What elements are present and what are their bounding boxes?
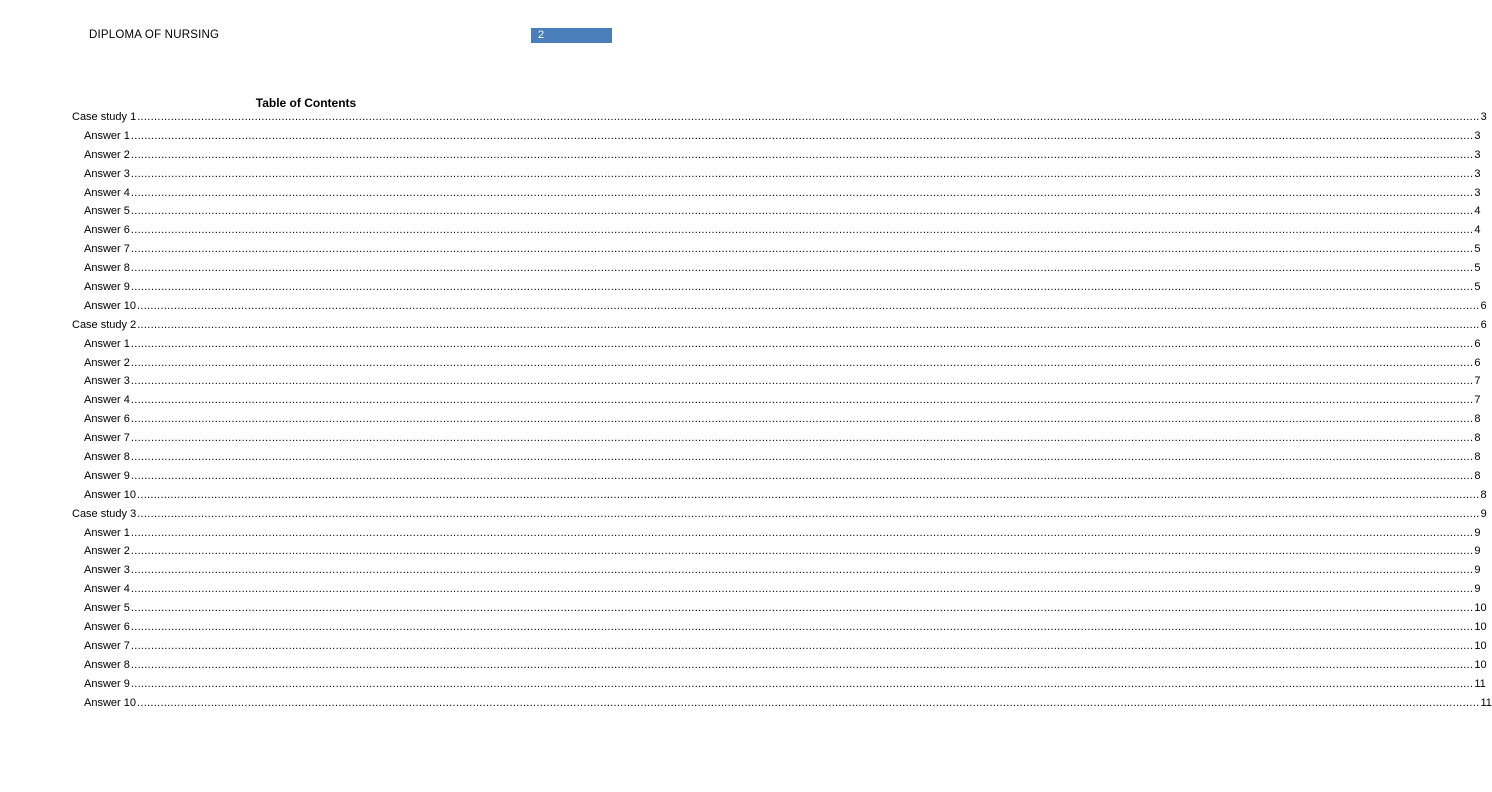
toc-entry-label: Answer 10 — [84, 696, 136, 709]
toc-entry-page: 5 — [1474, 243, 1481, 256]
toc-entry[interactable] — [72, 583, 1481, 602]
toc-entry-page: 6 — [1474, 356, 1481, 369]
toc-dot-leader: ................................................................................................................................................................................................................................................................................................................................................................................................................ — [137, 507, 1480, 520]
toc-entry-label: Answer 5 — [84, 205, 130, 218]
toc-entry-label: Answer 8 — [84, 262, 130, 275]
toc-dot-leader: ................................................................................................................................................................................................................................................................................................................................................................................................................ — [130, 432, 1474, 445]
toc-entry[interactable] — [72, 526, 1481, 546]
toc-entry-page: 10 — [1474, 639, 1487, 652]
page-number-badge: 2 — [531, 28, 612, 43]
toc-entry-label: Case study 1 — [72, 111, 137, 123]
toc-dot-leader: ................................................................................................................................................................................................................................................................................................................................................................................................................ — [130, 602, 1474, 615]
toc-entry-page: 7 — [1474, 375, 1481, 388]
toc-entry-label: Answer 4 — [84, 186, 130, 199]
toc-dot-leader: ................................................................................................................................................................................................................................................................................................................................................................................................................ — [130, 129, 1474, 142]
toc-entry-label: Answer 2 — [84, 545, 130, 558]
toc-entry-page: 4 — [1474, 224, 1481, 237]
toc-entry[interactable] — [72, 186, 1481, 206]
toc-entry[interactable] — [72, 129, 1481, 149]
toc-entry[interactable] — [72, 375, 1481, 394]
toc-entry-label: Case study 2 — [72, 318, 137, 331]
table-of-contents — [72, 111, 1492, 716]
toc-entry[interactable] — [72, 564, 1481, 583]
toc-entry-page: 6 — [1480, 318, 1487, 331]
toc-entry-page: 3 — [1474, 186, 1481, 199]
toc-entry-page: 10 — [1474, 621, 1487, 634]
toc-entry-page: 9 — [1480, 507, 1487, 520]
toc-dot-leader: ................................................................................................................................................................................................................................................................................................................................................................................................................ — [130, 262, 1474, 275]
toc-entry-page: 3 — [1480, 111, 1487, 123]
toc-entry-label: Answer 7 — [84, 243, 130, 256]
toc-entry[interactable] — [72, 677, 1486, 697]
toc-entry-label: Answer 9 — [84, 677, 130, 690]
toc-entry[interactable] — [72, 111, 1487, 130]
toc-entry[interactable] — [72, 545, 1481, 564]
toc-entry-label: Answer 1 — [84, 526, 130, 539]
toc-entry[interactable] — [72, 451, 1481, 470]
toc-entry[interactable] — [72, 318, 1487, 338]
toc-entry-label: Case study 3 — [72, 507, 137, 520]
toc-entry-label: Answer 8 — [84, 658, 130, 671]
toc-entry-label: Answer 10 — [84, 488, 136, 501]
toc-entry[interactable] — [72, 658, 1487, 678]
toc-dot-leader: ................................................................................................................................................................................................................................................................................................................................................................................................................ — [130, 224, 1474, 237]
toc-entry-page: 10 — [1474, 658, 1487, 671]
toc-entry[interactable] — [72, 394, 1481, 413]
toc-entry[interactable] — [72, 243, 1481, 262]
toc-entry-label: Answer 4 — [84, 394, 130, 407]
toc-entry[interactable] — [72, 413, 1481, 432]
toc-entry-label: Answer 1 — [84, 337, 130, 350]
toc-entry[interactable] — [72, 299, 1487, 319]
toc-entry[interactable] — [72, 224, 1481, 243]
toc-entry[interactable] — [72, 281, 1481, 300]
toc-entry[interactable] — [72, 356, 1481, 376]
toc-dot-leader: ................................................................................................................................................................................................................................................................................................................................................................................................................ — [130, 564, 1474, 577]
toc-entry-page: 6 — [1480, 299, 1487, 312]
toc-entry-page: 9 — [1474, 583, 1481, 596]
toc-entry[interactable] — [72, 488, 1487, 508]
toc-entry-page: 8 — [1474, 451, 1481, 464]
toc-entry-page: 3 — [1474, 167, 1481, 180]
toc-entry[interactable] — [72, 167, 1481, 187]
toc-entry-label: Answer 7 — [84, 639, 130, 652]
toc-dot-leader: ................................................................................................................................................................................................................................................................................................................................................................................................................ — [130, 526, 1474, 539]
toc-entry-page: 3 — [1474, 148, 1481, 161]
toc-entry-label: Answer 1 — [84, 129, 130, 142]
toc-dot-leader: ................................................................................................................................................................................................................................................................................................................................................................................................................ — [130, 205, 1474, 218]
toc-dot-leader: ................................................................................................................................................................................................................................................................................................................................................................................................................ — [130, 545, 1474, 558]
header-title: DIPLOMA OF NURSING — [89, 29, 220, 41]
toc-entry-label: Answer 3 — [84, 564, 130, 577]
toc-entry-label: Answer 3 — [84, 167, 130, 180]
toc-dot-leader: ................................................................................................................................................................................................................................................................................................................................................................................................................ — [136, 299, 1480, 312]
toc-dot-leader: ................................................................................................................................................................................................................................................................................................................................................................................................................ — [130, 658, 1474, 671]
toc-entry-page: 8 — [1474, 432, 1481, 445]
toc-entry-label: Answer 6 — [84, 224, 130, 237]
toc-dot-leader: ................................................................................................................................................................................................................................................................................................................................................................................................................ — [130, 394, 1474, 407]
toc-entry[interactable] — [72, 337, 1481, 357]
toc-entry-label: Answer 5 — [84, 602, 130, 615]
toc-entry[interactable] — [72, 432, 1481, 451]
toc-entry[interactable] — [72, 507, 1487, 527]
toc-entry-label: Answer 6 — [84, 621, 130, 634]
toc-entry-label: Answer 8 — [84, 451, 130, 464]
toc-entry-label: Answer 9 — [84, 469, 130, 482]
toc-dot-leader: ................................................................................................................................................................................................................................................................................................................................................................................................................ — [130, 639, 1474, 652]
toc-entry-label: Answer 6 — [84, 413, 130, 426]
toc-dot-leader: ................................................................................................................................................................................................................................................................................................................................................................................................................ — [130, 243, 1474, 256]
toc-entry-page: 9 — [1474, 564, 1481, 577]
toc-entry-label: Answer 9 — [84, 281, 130, 294]
toc-entry-label: Answer 2 — [84, 148, 130, 161]
toc-dot-leader: ................................................................................................................................................................................................................................................................................................................................................................................................................ — [130, 356, 1474, 369]
toc-dot-leader: ................................................................................................................................................................................................................................................................................................................................................................................................................ — [130, 677, 1474, 690]
toc-heading: Table of Contents — [255, 96, 357, 110]
toc-entry-label: Answer 4 — [84, 583, 130, 596]
toc-entry-page: 3 — [1474, 129, 1481, 142]
toc-entry[interactable] — [72, 262, 1481, 281]
toc-entry-page: 11 — [1474, 677, 1486, 690]
toc-dot-leader: ................................................................................................................................................................................................................................................................................................................................................................................................................ — [137, 318, 1480, 331]
toc-dot-leader: ................................................................................................................................................................................................................................................................................................................................................................................................................ — [130, 583, 1474, 596]
toc-entry-page: 8 — [1480, 488, 1487, 501]
toc-entry-page: 4 — [1474, 205, 1481, 218]
toc-entry[interactable] — [72, 205, 1481, 224]
toc-entry-label: Answer 2 — [84, 356, 130, 369]
toc-entry-page: 6 — [1474, 337, 1481, 350]
toc-dot-leader: ................................................................................................................................................................................................................................................................................................................................................................................................................ — [136, 696, 1480, 709]
toc-entry[interactable] — [72, 696, 1492, 716]
toc-dot-leader: ................................................................................................................................................................................................................................................................................................................................................................................................................ — [130, 281, 1474, 294]
toc-entry-page: 10 — [1474, 602, 1487, 615]
toc-entry[interactable] — [72, 602, 1487, 621]
toc-entry[interactable] — [72, 469, 1481, 489]
toc-entry-page: 9 — [1474, 526, 1481, 539]
toc-dot-leader: ................................................................................................................................................................................................................................................................................................................................................................................................................ — [130, 186, 1474, 199]
toc-dot-leader: ................................................................................................................................................................................................................................................................................................................................................................................................................ — [130, 148, 1474, 161]
toc-entry-page: 8 — [1474, 413, 1481, 426]
toc-entry[interactable] — [72, 621, 1487, 640]
toc-dot-leader: ................................................................................................................................................................................................................................................................................................................................................................................................................ — [136, 488, 1480, 501]
toc-entry-page: 7 — [1474, 394, 1481, 407]
toc-entry-label: Answer 7 — [84, 432, 130, 445]
toc-dot-leader: ................................................................................................................................................................................................................................................................................................................................................................................................................ — [130, 621, 1474, 634]
toc-entry-page: 5 — [1474, 281, 1481, 294]
toc-dot-leader: ................................................................................................................................................................................................................................................................................................................................................................................................................ — [130, 469, 1474, 482]
toc-dot-leader: ................................................................................................................................................................................................................................................................................................................................................................................................................ — [130, 413, 1474, 426]
toc-entry-page: 8 — [1474, 469, 1481, 482]
toc-entry-page: 5 — [1474, 262, 1481, 275]
toc-entry[interactable] — [72, 639, 1487, 659]
toc-dot-leader: ................................................................................................................................................................................................................................................................................................................................................................................................................ — [130, 337, 1474, 350]
toc-dot-leader: ................................................................................................................................................................................................................................................................................................................................................................................................................ — [130, 375, 1474, 388]
toc-entry-page: 9 — [1474, 545, 1481, 558]
toc-entry-label: Answer 3 — [84, 375, 130, 388]
toc-entry-label: Answer 10 — [84, 299, 136, 312]
toc-dot-leader: ................................................................................................................................................................................................................................................................................................................................................................................................................ — [130, 167, 1474, 180]
toc-entry-page: 11 — [1480, 696, 1492, 709]
toc-dot-leader: ................................................................................................................................................................................................................................................................................................................................................................................................................ — [130, 451, 1474, 464]
toc-dot-leader: ................................................................................................................................................................................................................................................................................................................................................................................................................ — [137, 111, 1480, 123]
toc-entry[interactable] — [72, 148, 1481, 168]
